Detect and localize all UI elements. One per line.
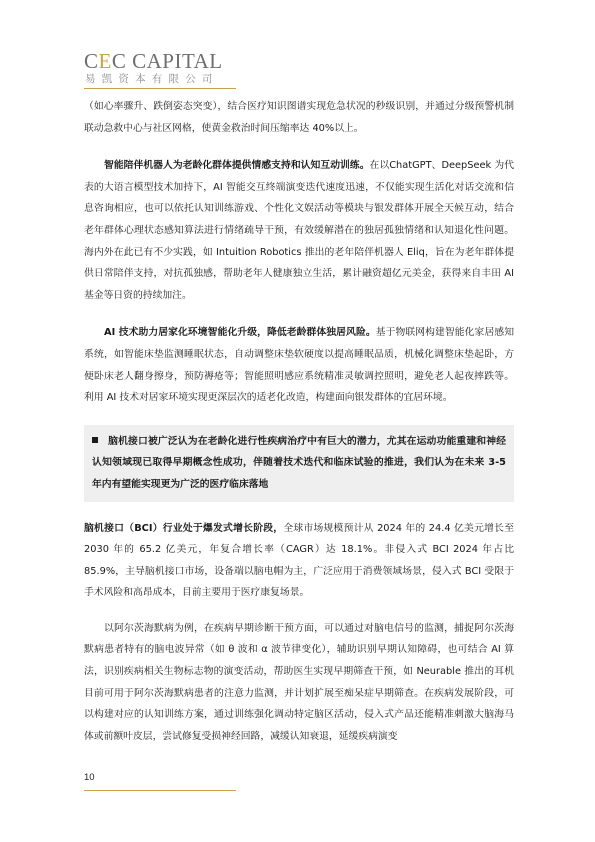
bullet-square-icon <box>92 437 98 443</box>
paragraph-body: 全球市场规模预计从 2024 年的 24.4 亿美元增长至 2030 年的 65.2 亿美元，年复合增长率（CAGR）达 18.1%。非侵入式 BCI 2024 年占比 85.9%，主导脑机接口市场，设备端以脑电帽为主，广泛应用于消费领域场景，侵入式 BCI 受限于手术风险和高昂成本，目前主要用于医疗康复场景。 <box>84 522 514 599</box>
paragraph-companion-robots <box>84 155 514 306</box>
paragraph-body: 基于物联网构建智能化家居感知系统，如智能床垫监测睡眠状态，自动调整床垫软硬度以提高睡眠品质，机械化调整床垫起卧，方便卧床老人翻身擦身，预防褥疮等；智能照明感应系统精准灵敏调控照明，避免老人起夜摔跌等。利用 AI 技术对居家环境实现更深层次的适老化改造，构建面向银发群体的宜居环境。 <box>84 327 515 404</box>
logo-accent-letter: E <box>98 49 112 73</box>
paragraph-alzheimers: 以阿尔茨海默病为例，在疾病早期诊断干预方面，可以通过对脑电信号的监测，捕捉阿尔茨海默病患者特有的脑电波异常（如 θ 波和 α 波节律变化），辅助识别早期认知障碍，也可结合 AI 算法，识别疾病相关生物标志物的演变活动，帮助医生实现早期筛查干预，如 Neurable 推出的耳机目前可用于阿尔茨海默病患者的注意力监测，并计划扩展至痴呆症早期筛查。在疾病发展阶段，可以构建对应的认知训练方案，通过训练强化调动特定脑区活动，侵入式产品还能精准刺激大脑海马体或前额叶皮层，尝试修复受损神经回路，减缓认知衰退，延缓疾病演变 <box>84 622 514 742</box>
paragraph-lead: 脑机接口（BCI）行业处于爆发式增长阶段， <box>84 522 284 534</box>
logo-subtitle: 易凯资本有限公司 <box>85 73 219 85</box>
paragraph-lead: AI 技术助力居家化环境智能化升级，降低老龄群体独居风险。 <box>104 327 376 339</box>
paragraph-bci-market <box>84 518 514 604</box>
highlight-text: 脑机接口被广泛认为在老龄化进行性疾病治疗中有巨大的潜力，尤其在运动功能重建和神经认知领域现已取得早期概念性成功，伴随着技术迭代和临床试验的推进，我们认为在未来 3-5 年内有望能实现更为广泛的医疗临床落地 <box>92 435 506 490</box>
paragraph-continued: （如心率骤升、跌倒姿态突变），结合医疗知识图谱实现危急状况的秒级识别，并通过分级预警机制联动急救中心与社区网格，使黄金救治时间压缩率达 40%以上。 <box>84 101 514 134</box>
document-body <box>84 96 514 763</box>
header-divider <box>84 88 236 89</box>
logo-wordmark: CEC CAPITAL <box>84 49 223 73</box>
paragraph-smart-home <box>84 322 514 408</box>
footer-divider <box>84 790 236 791</box>
page-number: 10 <box>84 772 95 783</box>
paragraph-body: 在以ChatGPT、DeepSeek 为代表的大语言模型技术加持下，AI 智能交互终端演变迭代速度迅速，不仅能实现生活化对话交流和信息咨询相应，也可以依托认知训练游戏、个性化文娱活动等模块与银发群体开展全天候互动，结合老年群体心理状态感知算法进行情绪疏导干预，有效缓解潜在的独居孤独情绪和认知退化性问题。海内外在此已有不少实践，如 Intuition Robotics 推出的老年陪伴机器人 Eliq，旨在为老年群体提供日常陪伴支持，对抗孤独感，帮助老年人健康独立生活，累计融资超亿元美金，获得来自丰田 AI 基金等日资的持续加注。 <box>84 160 514 301</box>
highlight-box <box>84 425 514 502</box>
company-logo <box>84 50 244 90</box>
paragraph-lead: 智能陪伴机器人为老龄化群体提供情感支持和认知互动训练。 <box>104 160 370 172</box>
